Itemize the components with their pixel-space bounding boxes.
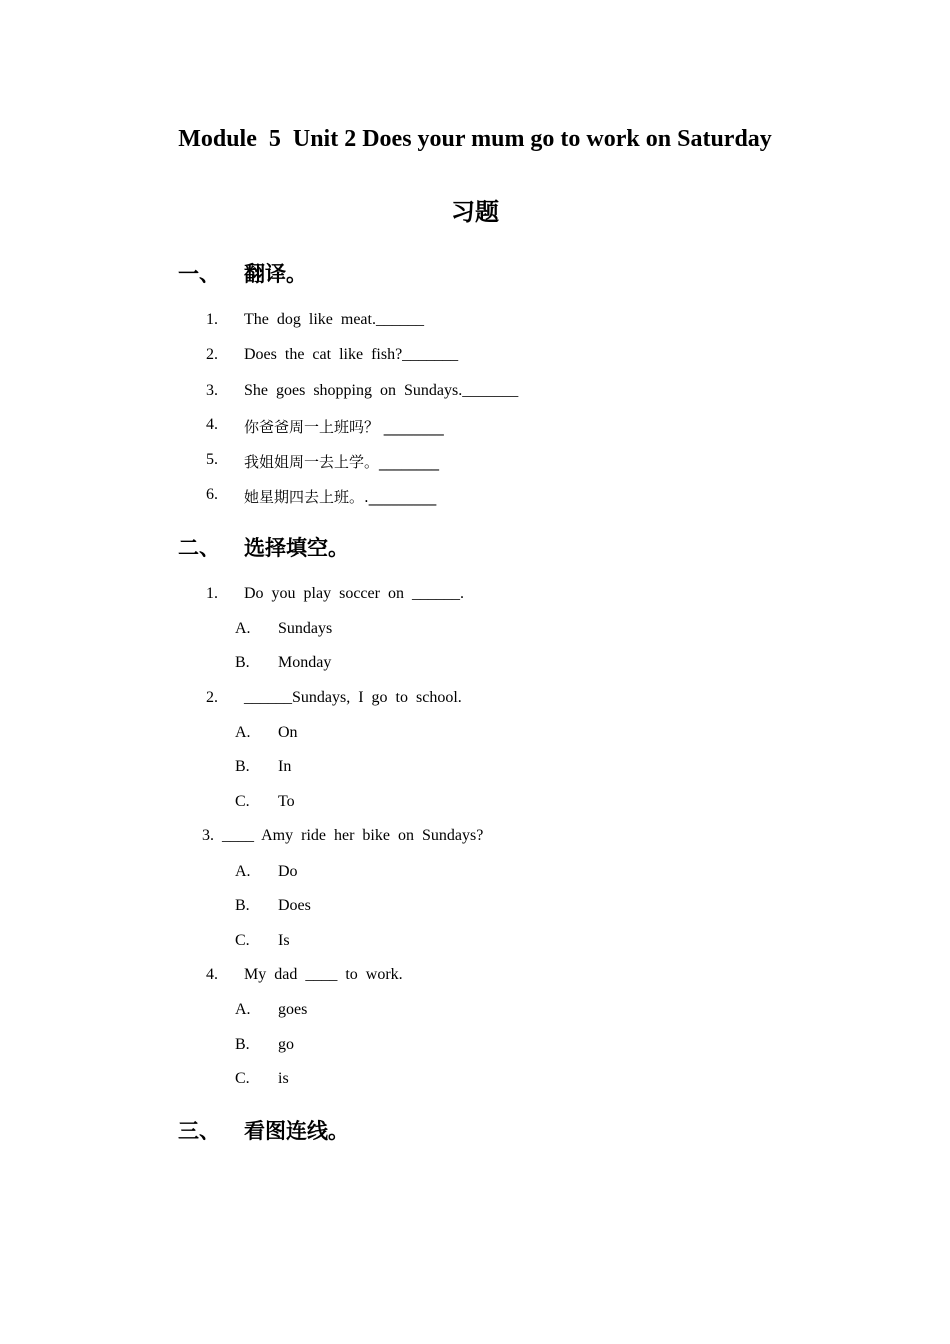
s2-q3-option-c-text: Is [278, 932, 290, 949]
s2-q4-option-b-letter: B. [235, 1036, 250, 1053]
s2-q2-option-a-text: On [278, 724, 298, 741]
s1-q4-text: 你爸爸周一上班吗？ ________ [244, 418, 444, 436]
s2-q3-option-b-text: Does [278, 897, 311, 914]
s2-q4-option-b-text: go [278, 1036, 294, 1053]
s2-q3-text: ____ Amy ride her bike on Sundays? [222, 827, 484, 844]
s1-q2-number: 2. [206, 346, 218, 363]
s2-q3-option-a-text: Do [278, 863, 298, 880]
s1-q4-number: 4. [206, 416, 218, 433]
s1-q1-text: The dog like meat.______ [244, 311, 424, 328]
section-2-title: 选择填空。 [244, 536, 349, 560]
section-1-number: 一、 [178, 262, 220, 286]
s1-q6-number: 6. [206, 486, 218, 503]
s2-q1-text: Do you play soccer on ______. [244, 585, 464, 602]
section-3-number: 三、 [178, 1119, 220, 1143]
s2-q3-number: 3. [202, 827, 214, 844]
s2-q2-option-c-text: To [278, 793, 295, 810]
section-3-title: 看图连线。 [244, 1119, 349, 1143]
s2-q2-text: ______Sundays, I go to school. [244, 689, 462, 706]
s2-q2-option-c-letter: C. [235, 793, 250, 810]
s2-q2-number: 2. [206, 689, 218, 706]
s2-q4-option-a-letter: A. [235, 1001, 251, 1018]
s2-q3-option-b-letter: B. [235, 897, 250, 914]
page-title: Module 5 Unit 2 Does your mum go to work on Saturday [178, 126, 772, 152]
s2-q3-option-c-letter: C. [235, 932, 250, 949]
s2-q1-option-b-letter: B. [235, 654, 250, 671]
s2-q4-text: My dad ____ to work. [244, 966, 403, 983]
page-subtitle: 习题 [451, 198, 499, 226]
s1-q5-text: 我姐姐周一去上学。________ [244, 453, 440, 471]
s1-q2-text: Does the cat like fish?_______ [244, 346, 459, 363]
s2-q3-option-a-letter: A. [235, 863, 251, 880]
s2-q1-option-b-text: Monday [278, 654, 332, 671]
section-1-title: 翻译。 [244, 262, 307, 286]
s2-q2-option-a-letter: A. [235, 724, 251, 741]
s1-q1-number: 1. [206, 311, 218, 328]
s2-q1-option-a-letter: A. [235, 620, 251, 637]
s2-q4-option-c-text: is [278, 1070, 289, 1087]
s2-q2-option-b-text: In [278, 758, 292, 775]
s1-q3-text: She goes shopping on Sundays._______ [244, 382, 519, 399]
s2-q1-option-a-text: Sundays [278, 620, 333, 637]
s2-q4-number: 4. [206, 966, 218, 983]
s1-q3-number: 3. [206, 382, 218, 399]
s1-q5-number: 5. [206, 451, 218, 468]
section-2-number: 二、 [178, 536, 220, 560]
s2-q2-option-b-letter: B. [235, 758, 250, 775]
s2-q4-option-c-letter: C. [235, 1070, 250, 1087]
s2-q4-option-a-text: goes [278, 1001, 308, 1018]
s1-q6-text: 她星期四去上班。._________ [244, 488, 437, 506]
s2-q1-number: 1. [206, 585, 218, 602]
